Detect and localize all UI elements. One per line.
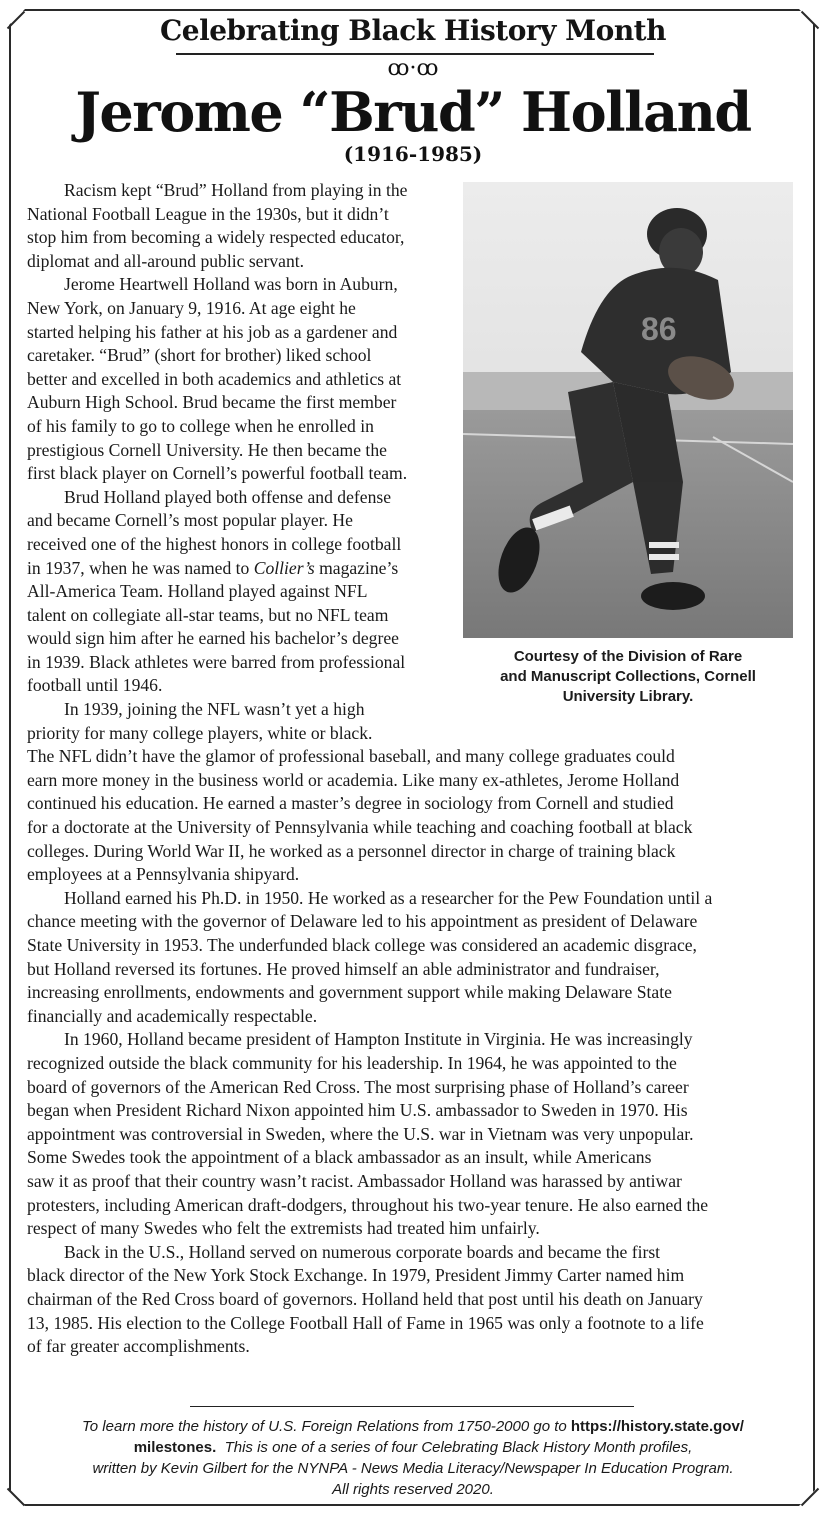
text-line: Brud Holland played both offense and defense <box>64 486 392 507</box>
text-line: caretaker. “Brud” (short for brother) liked school <box>27 345 372 366</box>
text-line: prestigious Cornell University. He then became the <box>27 439 387 460</box>
text-line: stop him from becoming a widely respected educator, <box>27 227 405 248</box>
text-line: and became Cornell’s most popular player. He <box>27 510 353 531</box>
text-line: earn more money in the business world or academia. Like many ex-athletes, Jerome Holland <box>27 769 680 790</box>
text-line: Some Swedes took the appointment of a black ambassador as an insult, while Americans <box>27 1147 652 1168</box>
text-line: received one of the highest honors in college football <box>27 533 402 554</box>
text-line: employees at a Pennsylvania shipyard. <box>27 864 300 885</box>
text-line: continued his education. He earned a master’s degree in sociology from Cornell and studied <box>27 793 674 814</box>
paragraph-7 <box>27 1241 797 1359</box>
text-line: Holland earned his Ph.D. in 1950. He worked as a researcher for the Pew Foundation until a <box>64 887 713 908</box>
text-line: chance meeting with the governor of Delaware led to his appointment as president of Delaware <box>27 911 698 932</box>
paragraph-3 <box>27 486 797 698</box>
text-line: in 1939. Black athletes were barred from professional <box>27 651 406 672</box>
series-banner: Celebrating Black History Month <box>160 14 666 47</box>
text-line: of his family to go to college when he enrolled in <box>27 415 374 436</box>
text-line: In 1960, Holland became president of Hampton Institute in Virginia. He was increasingly <box>64 1029 693 1050</box>
text-line: board of governors of the American Red Cross. The most surprising phase of Holland’s career <box>27 1076 689 1097</box>
text-line: football until 1946. <box>27 675 163 696</box>
text-line: black director of the New York Stock Exchange. In 1979, President Jimmy Carter named him <box>27 1265 685 1286</box>
text-line: first black player on Cornell’s powerful football team. <box>27 463 408 484</box>
text-line: All-America Team. Holland played against NFL <box>27 581 368 602</box>
article-body <box>27 179 797 1359</box>
banner-divider <box>176 53 654 55</box>
history-link-continued[interactable]: milestones. <box>133 1439 217 1456</box>
ornament-flourish: ꝏ·ꝏ <box>387 56 439 81</box>
page-title: Jerome “Brud” Holland <box>75 80 751 144</box>
text-line: but Holland reversed its fortunes. He proved himself an able administrator and fundraiser, <box>27 958 660 979</box>
text-line: for a doctorate at the University of Pennsylvania while teaching and coaching football at black <box>27 817 693 838</box>
paragraph-6 <box>27 1028 797 1240</box>
paragraph-2 <box>27 273 797 485</box>
text-line: Racism kept “Brud” Holland from playing in the <box>64 180 408 200</box>
text-line: Jerome Heartwell Holland was born in Auburn, <box>64 274 398 295</box>
text-line: colleges. During World War II, he worked as a personnel director in charge of training black <box>27 840 676 861</box>
magazine-title: Collier’s <box>253 557 315 578</box>
text-line: financially and academically respectable. <box>27 1005 318 1026</box>
text-line: better and excelled in both academics and athletics at <box>27 368 402 389</box>
caption-line: and Manuscript Collections, Cornell <box>500 668 756 685</box>
paragraph-4 <box>27 698 797 887</box>
caption-line: Courtesy of the Division of Rare <box>513 648 743 665</box>
text-line: protesters, including American draft-dodgers, throughout his two-year tenure. He also earned the <box>27 1194 709 1215</box>
paragraph-5 <box>27 887 797 1029</box>
footer-line: written by Kevin Gilbert for the NYNPA - News Media Literacy/Newspaper In Education Program. <box>92 1460 734 1477</box>
text-line: Auburn High School. Brud became the first member <box>27 392 397 413</box>
text-line: in 1937, when he was named to Collier’s magazine’s <box>27 557 399 578</box>
text-line: State University in 1953. The underfunded black college was considered an academic disgrace, <box>27 935 697 955</box>
text-line: In 1939, joining the NFL wasn’t yet a high <box>64 699 365 720</box>
text-line: appointment was controversial in Sweden, where the U.S. war in Vietnam was very unpopular. <box>27 1123 694 1144</box>
history-link[interactable]: https://history.state.gov/ <box>570 1418 744 1435</box>
text-line: of far greater accomplishments. <box>27 1336 250 1357</box>
text-line: 13, 1985. His election to the College Football Hall of Fame in 1965 was only a footnote to a life <box>27 1312 704 1333</box>
text-line: began when President Richard Nixon appointed him U.S. ambassador to Sweden in 1970. His <box>27 1100 688 1121</box>
footer-credits <box>20 1416 806 1500</box>
text-line: National Football League in the 1930s, but it didn’t <box>27 203 389 224</box>
text-line: Back in the U.S., Holland served on numerous corporate boards and became the first <box>64 1241 661 1262</box>
text-line: started helping his father at his job as a gardener and <box>27 321 398 342</box>
paragraph-1 <box>27 179 797 273</box>
caption-line: University Library. <box>562 688 694 705</box>
text-line: The NFL didn’t have the glamor of professional baseball, and many college graduates could <box>27 746 675 767</box>
text-line: increasing enrollments, endowments and government support while making Delaware State <box>27 982 672 1003</box>
text-line: would sign him after he earned his bachelor’s degree <box>27 628 399 649</box>
text-line: diplomat and all-around public servant. <box>27 250 305 271</box>
text-line: talent on collegiate all-star teams, but no NFL team <box>27 604 389 625</box>
text-line: recognized outside the black community for his leadership. In 1964, he was appointed to the <box>27 1052 677 1073</box>
text-line: saw it as proof that their country wasn’t racist. Ambassador Holland was harassed by antiwar <box>27 1170 682 1191</box>
lifespan-dates: (1916-1985) <box>343 142 483 166</box>
footer-line: To learn more the history of U.S. Foreign Relations from 1750-2000 go to https://history.state.gov/ <box>82 1418 744 1435</box>
text-line: respect of many Swedes who felt the extremists had treated him unfairly. <box>27 1218 540 1239</box>
footer-line: milestones. This is one of a series of four Celebrating Black History Month profiles, <box>133 1439 693 1456</box>
footer-line: All rights reserved 2020. <box>332 1481 494 1498</box>
jersey-number: 86 <box>641 311 677 347</box>
text-line: priority for many college players, white or black. <box>27 722 373 743</box>
footer-divider <box>190 1406 634 1407</box>
text-line: chairman of the Red Cross board of governors. Holland held that post until his death on January <box>27 1288 703 1309</box>
text-line: New York, on January 9, 1916. At age eight he <box>27 297 356 318</box>
